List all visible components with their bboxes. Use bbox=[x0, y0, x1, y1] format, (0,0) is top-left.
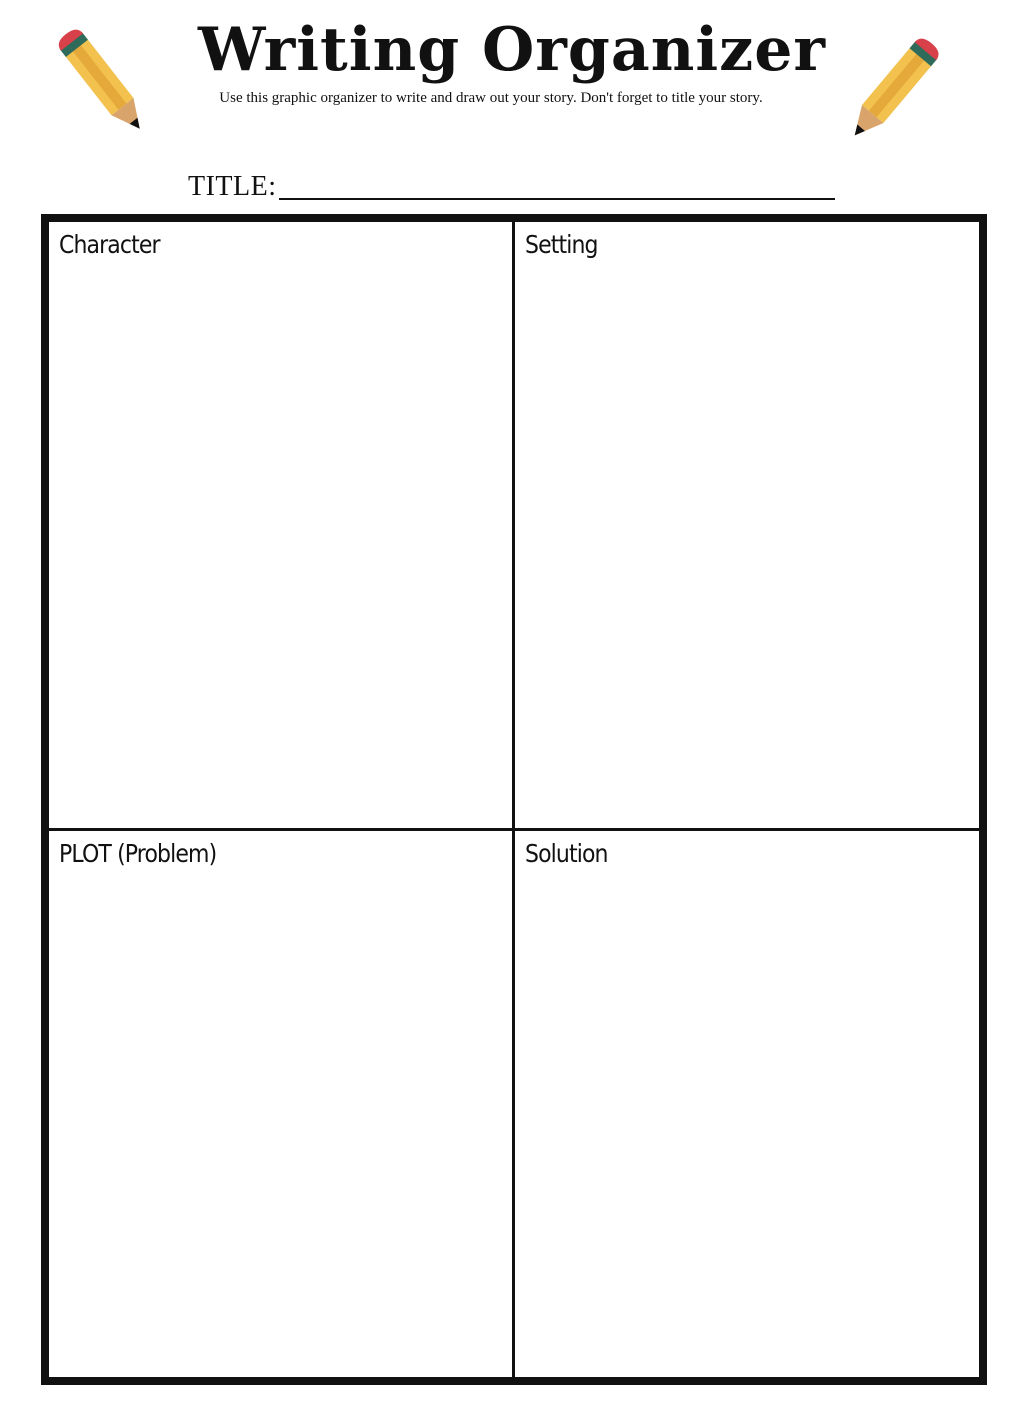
character-label: Character bbox=[59, 230, 160, 259]
setting-box[interactable] bbox=[515, 222, 979, 831]
solution-box[interactable] bbox=[515, 831, 979, 1377]
instructions-text: Use this graphic organizer to write and draw out your story. Don't forget to title your story. bbox=[219, 90, 763, 106]
organizer-grid bbox=[41, 214, 987, 1385]
setting-label: Setting bbox=[525, 230, 598, 259]
story-title-field bbox=[188, 168, 835, 204]
page-title: Writing Organizer bbox=[197, 15, 827, 85]
plot-label: PLOT (Problem) bbox=[59, 839, 217, 868]
plot-box[interactable] bbox=[49, 831, 515, 1377]
character-box[interactable] bbox=[49, 222, 515, 831]
story-title-input[interactable] bbox=[279, 168, 835, 200]
story-title-label: TITLE: bbox=[188, 171, 277, 202]
solution-label: Solution bbox=[525, 839, 608, 868]
